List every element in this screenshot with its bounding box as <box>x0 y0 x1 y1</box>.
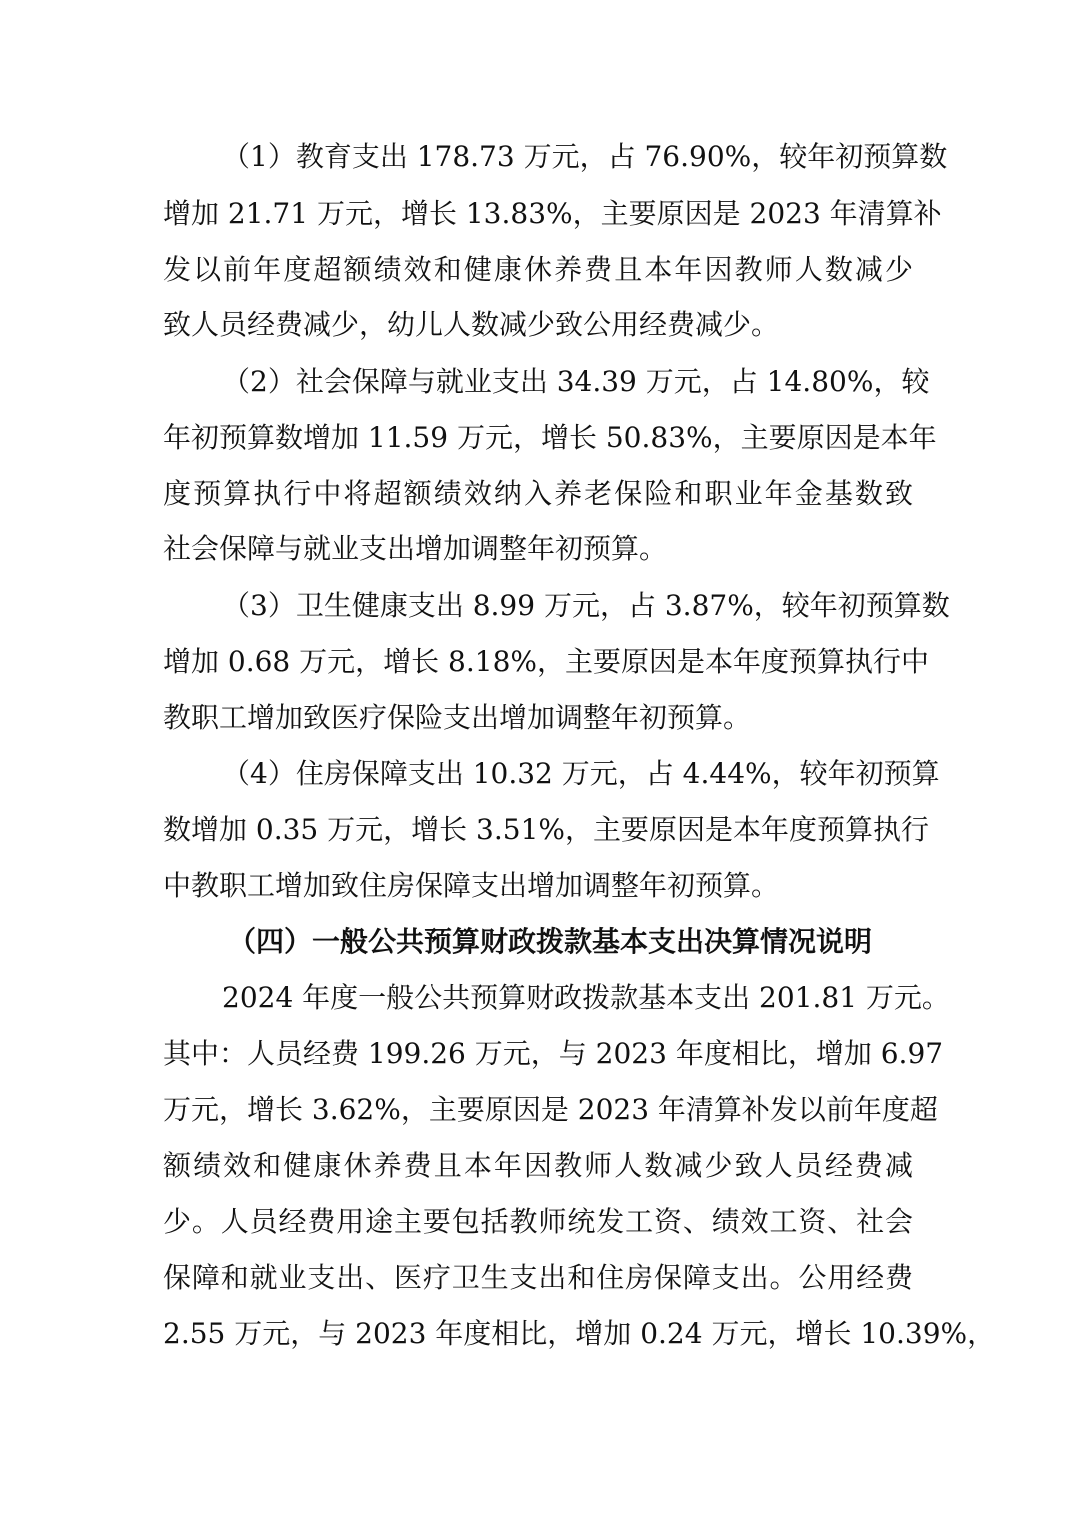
section-heading: （四）一般公共预算财政拨款基本支出决算情况说明 <box>228 925 873 958</box>
text-line-20: 少。人员经费用途主要包括教师统发工资、绩效工资、社会 <box>163 1205 913 1238</box>
text-line-22: 2.55 万元，与 2023 年度相比，增加 0.24 万元，增长 10.39%， <box>163 1317 996 1350</box>
text-line-18: 万元，增长 3.62%，主要原因是 2023 年清算补发以前年度超 <box>163 1093 938 1126</box>
text-line-7: 度预算执行中将超额绩效纳入养老保险和职业年金基数致 <box>163 477 913 510</box>
text-line-19: 额绩效和健康休养费且本年因教师人数减少致人员经费减 <box>163 1149 913 1182</box>
text-line-12: （4）住房保障支出 10.32 万元，占 4.44%，较年初预算 <box>222 757 940 790</box>
text-line-21: 保障和就业支出、医疗卫生支出和住房保障支出。公用经费 <box>163 1261 913 1294</box>
text-line-6: 年初预算数增加 11.59 万元，增长 50.83%，主要原因是本年 <box>163 421 937 454</box>
text-line-16: 2024 年度一般公共预算财政拨款基本支出 201.81 万元。 <box>222 981 950 1014</box>
text-line-8: 社会保障与就业支出增加调整年初预算。 <box>163 532 668 565</box>
text-line-5: （2）社会保障与就业支出 34.39 万元，占 14.80%，较 <box>222 365 930 398</box>
text-line-4: 致人员经费减少，幼儿人数减少致公用经费减少。 <box>163 308 780 341</box>
text-line-9: （3）卫生健康支出 8.99 万元，占 3.87%，较年初预算数 <box>222 589 950 622</box>
text-line-1: （1）教育支出 178.73 万元，占 76.90%，较年初预算数 <box>222 140 948 173</box>
text-line-10: 增加 0.68 万元，增长 8.18%，主要原因是本年度预算执行中 <box>163 645 929 678</box>
text-line-14: 中教职工增加致住房保障支出增加调整年初预算。 <box>163 869 780 902</box>
text-line-13: 数增加 0.35 万元，增长 3.51%，主要原因是本年度预算执行 <box>163 813 929 846</box>
text-line-17: 其中：人员经费 199.26 万元，与 2023 年度相比，增加 6.97 <box>163 1037 944 1070</box>
text-line-2: 增加 21.71 万元，增长 13.83%，主要原因是 2023 年清算补 <box>163 197 942 230</box>
text-line-3: 发以前年度超额绩效和健康休养费且本年因教师人数减少 <box>163 253 913 286</box>
text-line-11: 教职工增加致医疗保险支出增加调整年初预算。 <box>163 701 752 734</box>
